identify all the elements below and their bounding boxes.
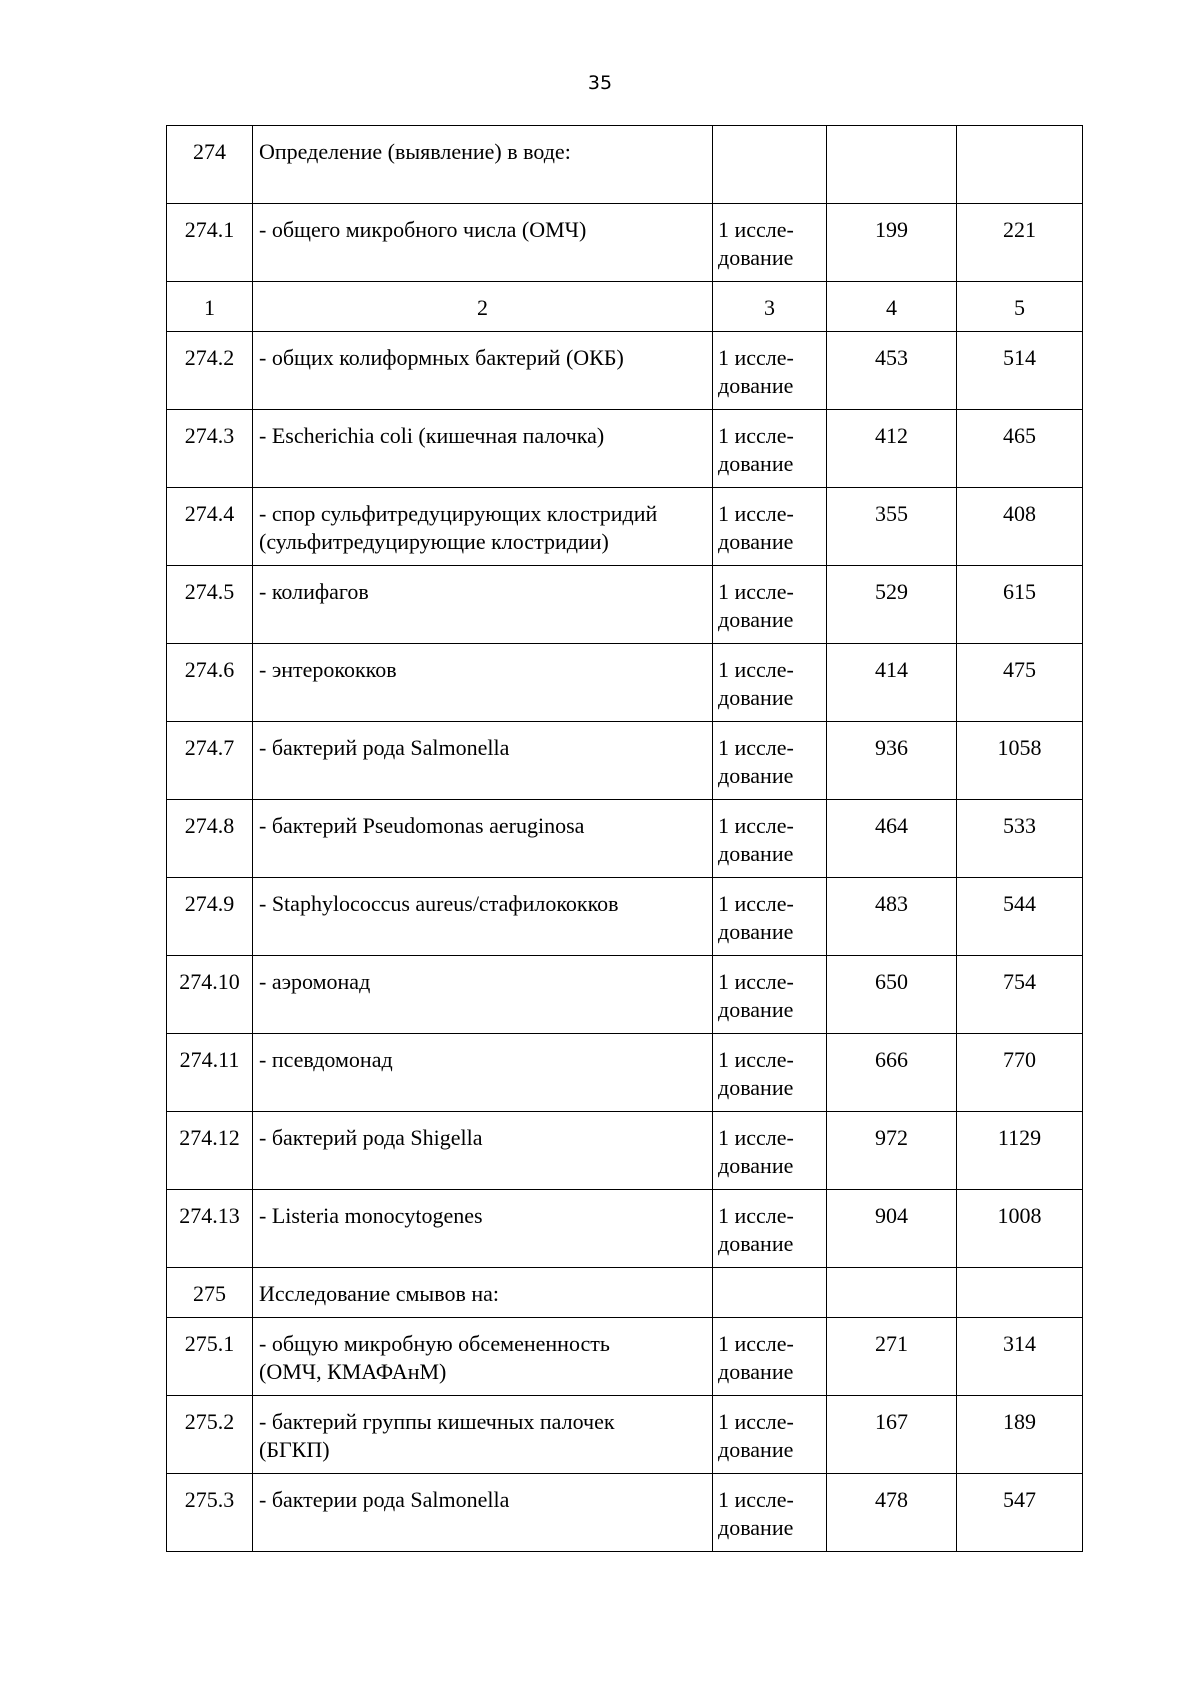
row-code: 274.10 <box>167 956 253 1034</box>
row-unit: 1 иссле- дование <box>713 1112 827 1190</box>
table-row <box>167 956 1083 1034</box>
row-price-2: 408 <box>957 488 1083 566</box>
row-code: 274.5 <box>167 566 253 644</box>
row-price-1: 453 <box>827 332 957 410</box>
table-row <box>167 566 1083 644</box>
row-name: - Escherichia coli (кишечная палочка) <box>253 410 713 488</box>
row-name: - бактерий Pseudomonas aeruginosa <box>253 800 713 878</box>
row-code: 274.8 <box>167 800 253 878</box>
row-price-2: 514 <box>957 332 1083 410</box>
table-row <box>167 1112 1083 1190</box>
row-code: 274.6 <box>167 644 253 722</box>
column-number-row <box>167 282 1083 332</box>
row-code: 274.3 <box>167 410 253 488</box>
table-row <box>167 1318 1083 1396</box>
row-price-2 <box>957 1268 1083 1318</box>
row-price-1: 666 <box>827 1034 957 1112</box>
column-number: 2 <box>253 282 713 332</box>
column-number: 3 <box>713 282 827 332</box>
table-row <box>167 332 1083 410</box>
row-unit: 1 иссле- дование <box>713 800 827 878</box>
row-unit: 1 иссле- дование <box>713 204 827 282</box>
row-price-1: 355 <box>827 488 957 566</box>
row-price-2: 475 <box>957 644 1083 722</box>
row-code: 275.1 <box>167 1318 253 1396</box>
row-price-2 <box>957 126 1083 204</box>
row-price-1: 271 <box>827 1318 957 1396</box>
row-name: Определение (выявление) в воде: <box>253 126 713 204</box>
column-number: 1 <box>167 282 253 332</box>
column-number: 5 <box>957 282 1083 332</box>
row-unit: 1 иссле- дование <box>713 332 827 410</box>
price-table <box>166 125 1083 1552</box>
page-number: 35 <box>587 72 613 94</box>
row-name: - Listeria monocytogenes <box>253 1190 713 1268</box>
row-unit: 1 иссле- дование <box>713 1474 827 1552</box>
row-unit: 1 иссле- дование <box>713 1318 827 1396</box>
row-name: - аэромонад <box>253 956 713 1034</box>
row-code: 275.2 <box>167 1396 253 1474</box>
row-name: - бактерий рода Salmonella <box>253 722 713 800</box>
table-row <box>167 1474 1083 1552</box>
table-row <box>167 800 1083 878</box>
row-price-1: 464 <box>827 800 957 878</box>
row-price-1: 529 <box>827 566 957 644</box>
row-code: 274 <box>167 126 253 204</box>
table-row <box>167 488 1083 566</box>
row-code: 275 <box>167 1268 253 1318</box>
table-row <box>167 1034 1083 1112</box>
row-code: 274.1 <box>167 204 253 282</box>
row-name: - энтерококков <box>253 644 713 722</box>
row-unit <box>713 126 827 204</box>
row-price-2: 770 <box>957 1034 1083 1112</box>
row-unit: 1 иссле- дование <box>713 878 827 956</box>
row-name: - общую микробную обсемененность (ОМЧ, КМАФАнМ) <box>253 1318 713 1396</box>
row-code: 275.3 <box>167 1474 253 1552</box>
row-name: - спор сульфитредуцирующих клостридий (сульфитредуцирующие клостридии) <box>253 488 713 566</box>
row-code: 274.11 <box>167 1034 253 1112</box>
column-number: 4 <box>827 282 957 332</box>
row-name: - бактерий рода Shigella <box>253 1112 713 1190</box>
row-price-1: 199 <box>827 204 957 282</box>
row-code: 274.12 <box>167 1112 253 1190</box>
row-unit: 1 иссле- дование <box>713 644 827 722</box>
row-price-1 <box>827 126 957 204</box>
row-unit: 1 иссле- дование <box>713 566 827 644</box>
table-row <box>167 644 1083 722</box>
row-price-2: 189 <box>957 1396 1083 1474</box>
row-unit: 1 иссле- дование <box>713 488 827 566</box>
row-price-2: 615 <box>957 566 1083 644</box>
row-name: - псевдомонад <box>253 1034 713 1112</box>
row-unit: 1 иссле- дование <box>713 1190 827 1268</box>
table-row <box>167 410 1083 488</box>
row-price-2: 533 <box>957 800 1083 878</box>
row-price-1: 167 <box>827 1396 957 1474</box>
row-name: - общего микробного числа (ОМЧ) <box>253 204 713 282</box>
row-unit: 1 иссле- дование <box>713 722 827 800</box>
row-price-1: 904 <box>827 1190 957 1268</box>
row-price-2: 754 <box>957 956 1083 1034</box>
table-row <box>167 722 1083 800</box>
table-row <box>167 204 1083 282</box>
row-price-1: 972 <box>827 1112 957 1190</box>
table-row <box>167 878 1083 956</box>
row-price-2: 314 <box>957 1318 1083 1396</box>
row-price-1: 414 <box>827 644 957 722</box>
row-name: Исследование смывов на: <box>253 1268 713 1318</box>
row-price-2: 544 <box>957 878 1083 956</box>
row-price-2: 465 <box>957 410 1083 488</box>
row-price-2: 1008 <box>957 1190 1083 1268</box>
row-unit: 1 иссле- дование <box>713 1396 827 1474</box>
row-unit: 1 иссле- дование <box>713 956 827 1034</box>
row-price-1: 650 <box>827 956 957 1034</box>
table-row <box>167 1190 1083 1268</box>
table-row <box>167 1268 1083 1318</box>
row-code: 274.4 <box>167 488 253 566</box>
row-price-2: 221 <box>957 204 1083 282</box>
row-price-1: 483 <box>827 878 957 956</box>
row-price-1: 412 <box>827 410 957 488</box>
row-code: 274.9 <box>167 878 253 956</box>
row-code: 274.7 <box>167 722 253 800</box>
row-price-2: 547 <box>957 1474 1083 1552</box>
row-name: - бактерий группы кишечных палочек (БГКП) <box>253 1396 713 1474</box>
row-unit: 1 иссле- дование <box>713 1034 827 1112</box>
row-name: - колифагов <box>253 566 713 644</box>
row-price-1: 936 <box>827 722 957 800</box>
table-row <box>167 1396 1083 1474</box>
row-price-2: 1129 <box>957 1112 1083 1190</box>
row-unit: 1 иссле- дование <box>713 410 827 488</box>
table-row <box>167 126 1083 204</box>
row-price-1: 478 <box>827 1474 957 1552</box>
row-unit <box>713 1268 827 1318</box>
row-name: - бактерии рода Salmonella <box>253 1474 713 1552</box>
row-price-2: 1058 <box>957 722 1083 800</box>
row-code: 274.13 <box>167 1190 253 1268</box>
row-price-1 <box>827 1268 957 1318</box>
row-code: 274.2 <box>167 332 253 410</box>
row-name: - общих колиформных бактерий (ОКБ) <box>253 332 713 410</box>
row-name: - Staphylococcus aureus/стафилококков <box>253 878 713 956</box>
